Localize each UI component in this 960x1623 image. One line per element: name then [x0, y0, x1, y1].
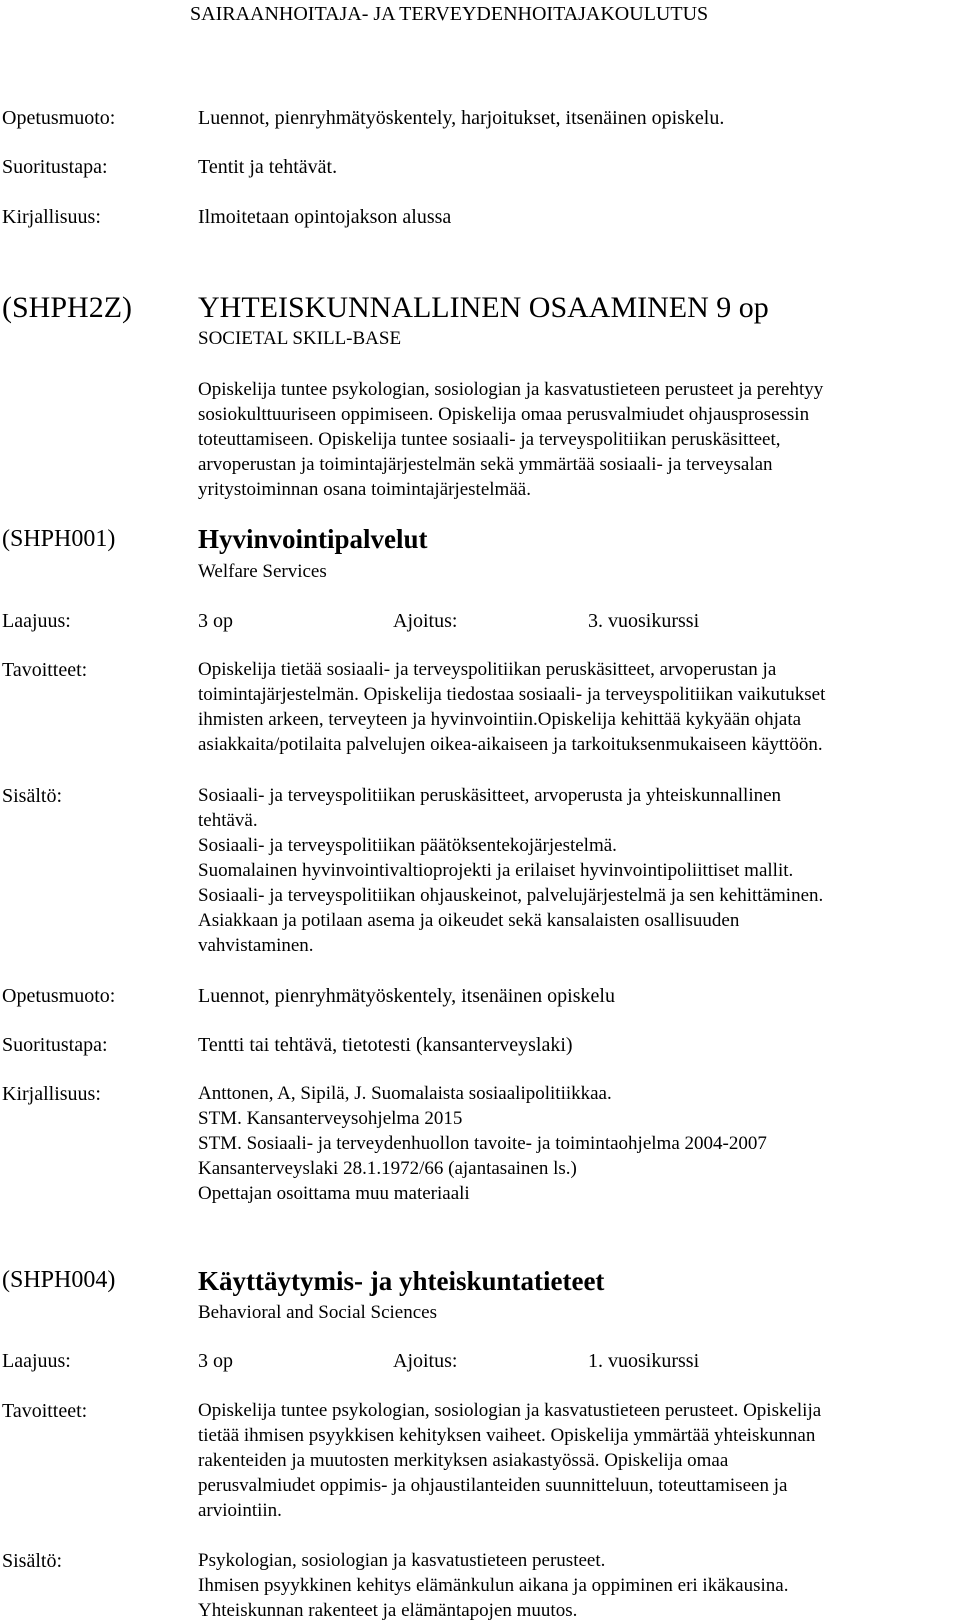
- text-line: vahvistaminen.: [198, 935, 314, 956]
- kirjallisuus-label: Kirjallisuus:: [2, 206, 101, 228]
- description-line: sosiokulttuuriseen oppimiseen. Opiskelija omaa perusvalmiudet ohjausprosessin: [198, 404, 810, 425]
- kirjallisuus-label: Kirjallisuus:: [2, 1083, 101, 1105]
- document-header: SAIRAANHOITAJA- JA TERVEYDENHOITAJAKOULUTUS: [190, 3, 709, 25]
- sisalto-label: Sisältö:: [2, 785, 63, 807]
- text-line: ihmisten arkeen, terveyteen ja hyvinvointiin.Opiskelija kehittää kykyään ohjata: [198, 709, 802, 730]
- suoritustapa-value: Tentti tai tehtävä, tietotesti (kansanterveyslaki): [198, 1034, 573, 1056]
- text-line: asiakkaita/potilaita palvelujen oikea-aikaiseen ja tarkoituksenmukaiseen käyttöön.: [198, 734, 823, 755]
- text-line: arviointiin.: [198, 1500, 282, 1521]
- kirjallisuus-value: Ilmoitetaan opintojakson alussa: [198, 206, 452, 228]
- text-line: Sosiaali- ja terveyspolitiikan peruskäsitteet, arvoperusta ja yhteiskunnallinen: [198, 785, 782, 806]
- text-line: Sosiaali- ja terveyspolitiikan ohjauskeinot, palvelujärjestelmä ja sen kehittäminen.: [198, 885, 824, 906]
- module-title: YHTEISKUNNALLINEN OSAAMINEN 9 op: [198, 291, 769, 324]
- course-subtitle: Behavioral and Social Sciences: [198, 1302, 438, 1323]
- tavoitteet-label: Tavoitteet:: [2, 659, 88, 681]
- laajuus-value: 3 op: [198, 1350, 233, 1372]
- sisalto-text: [198, 1548, 958, 1623]
- module-subtitle: SOCIETAL SKILL-BASE: [198, 328, 402, 349]
- suoritustapa-label: Suoritustapa:: [2, 156, 108, 178]
- text-line: Ihmisen psyykkinen kehitys elämänkulun aikana ja oppiminen eri ikäkausina.: [198, 1575, 789, 1596]
- description-line: Opiskelija tuntee psykologian, sosiologian ja kasvatustieteen perusteet ja perehtyy: [198, 379, 824, 400]
- reference-line: STM. Kansanterveysohjelma 2015: [198, 1108, 463, 1129]
- ajoitus-label: Ajoitus:: [393, 610, 458, 632]
- text-line: perusvalmiudet oppimis- ja ohjaustilanteiden suunnitteluun, toteuttamiseen ja: [198, 1475, 788, 1496]
- text-line: rakenteiden ja muutosten merkityksen asiakastyössä. Opiskelija omaa: [198, 1450, 729, 1471]
- opetusmuoto-value: Luennot, pienryhmätyöskentely, itsenäinen opiskelu: [198, 985, 615, 1007]
- opetusmuoto-label: Opetusmuoto:: [2, 107, 116, 129]
- course-title: Hyvinvointipalvelut: [198, 524, 428, 554]
- course-subtitle: Welfare Services: [198, 561, 327, 582]
- module-description: [198, 377, 958, 502]
- text-line: Psykologian, sosiologian ja kasvatustieteen perusteet.: [198, 1550, 606, 1571]
- text-line: toimintajärjestelmän. Opiskelija tiedostaa sosiaali- ja terveyspolitiikan vaikutukset: [198, 684, 826, 705]
- sisalto-label: Sisältö:: [2, 1550, 63, 1572]
- suoritustapa-value: Tentit ja tehtävät.: [198, 156, 338, 178]
- text-line: Asiakkaan ja potilaan asema ja oikeudet sekä kansalaisten osallisuuden: [198, 910, 740, 931]
- text-line: tehtävä.: [198, 810, 258, 831]
- kirjallisuus-list: [198, 1081, 767, 1206]
- opetusmuoto-label: Opetusmuoto:: [2, 985, 116, 1007]
- laajuus-label: Laajuus:: [2, 1350, 71, 1372]
- course-code: (SHPH004): [2, 1267, 116, 1293]
- description-line: yritystoiminnan osana toimintajärjestelmää.: [198, 479, 531, 500]
- text-line: tietää ihmisen psyykkisen kehityksen vaiheet. Opiskelija ymmärtää yhteiskunnan: [198, 1425, 816, 1446]
- ajoitus-label: Ajoitus:: [393, 1350, 458, 1372]
- text-line: Yhteiskunnan rakenteet ja elämäntapojen muutos.: [198, 1600, 578, 1621]
- sisalto-text: [198, 783, 958, 958]
- reference-line: Anttonen, A, Sipilä, J. Suomalaista sosiaalipolitiikkaa.: [198, 1083, 612, 1104]
- laajuus-value: 3 op: [198, 610, 233, 632]
- reference-line: STM. Sosiaali- ja terveydenhuollon tavoite- ja toimintaohjelma 2004-2007: [198, 1133, 767, 1154]
- description-line: toteuttamiseen. Opiskelija tuntee sosiaali- ja terveyspolitiikan peruskäsitteet,: [198, 429, 781, 450]
- tavoitteet-text: [198, 1398, 958, 1523]
- ajoitus-value: 3. vuosikurssi: [588, 610, 700, 632]
- course-code: (SHPH001): [2, 526, 116, 552]
- tavoitteet-label: Tavoitteet:: [2, 1400, 88, 1422]
- text-line: Suomalainen hyvinvointivaltioprojekti ja erilaiset hyvinvointipoliittiset mallit.: [198, 860, 794, 881]
- reference-line: Opettajan osoittama muu materiaali: [198, 1183, 470, 1204]
- laajuus-label: Laajuus:: [2, 610, 71, 632]
- reference-line: Kansanterveyslaki 28.1.1972/66 (ajantasainen ls.): [198, 1158, 577, 1179]
- text-line: Opiskelija tietää sosiaali- ja terveyspolitiikan peruskäsitteet, arvoperustan ja: [198, 659, 777, 680]
- text-line: Sosiaali- ja terveyspolitiikan päätöksentekojärjestelmä.: [198, 835, 617, 856]
- text-line: Opiskelija tuntee psykologian, sosiologian ja kasvatustieteen perusteet. Opiskelija: [198, 1400, 822, 1421]
- module-code: (SHPH2Z): [2, 291, 133, 324]
- description-line: arvoperustan ja toimintajärjestelmän sekä ymmärtää sosiaali- ja terveysalan: [198, 454, 773, 475]
- course-title: Käyttäytymis- ja yhteiskuntatieteet: [198, 1266, 605, 1296]
- suoritustapa-label: Suoritustapa:: [2, 1034, 108, 1056]
- opetusmuoto-value: Luennot, pienryhmätyöskentely, harjoitukset, itsenäinen opiskelu.: [198, 107, 725, 129]
- tavoitteet-text: [198, 657, 958, 757]
- ajoitus-value: 1. vuosikurssi: [588, 1350, 700, 1372]
